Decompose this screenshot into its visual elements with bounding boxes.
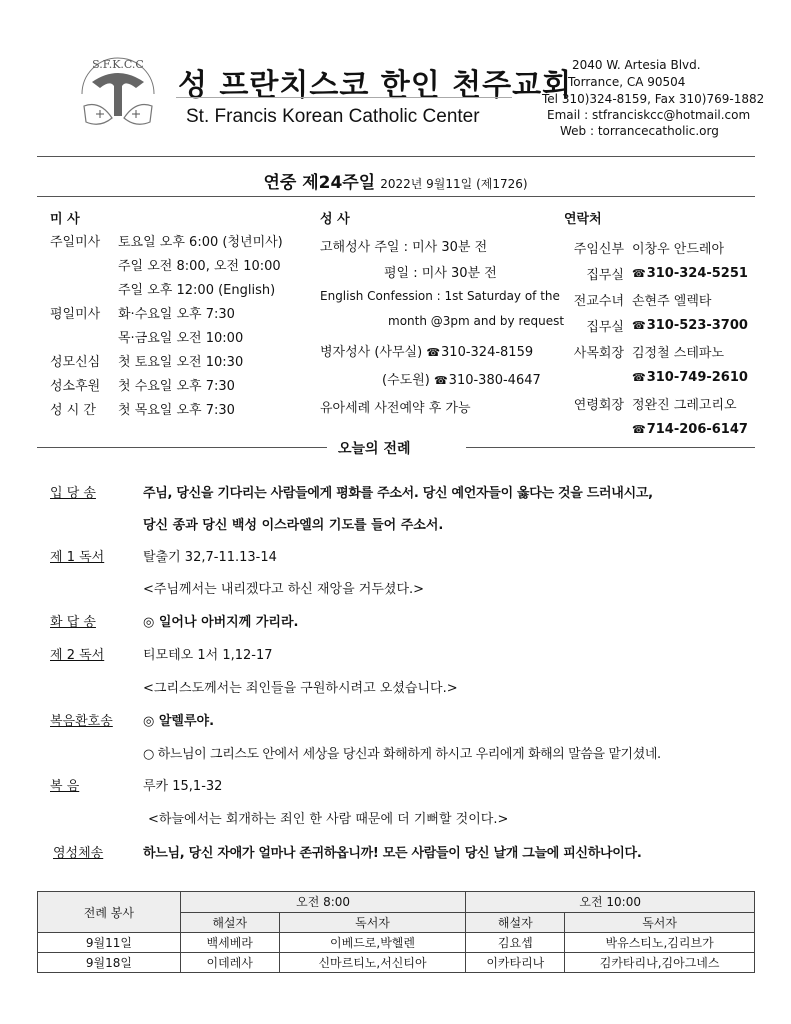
mass-time: 첫 수요일 오후 7:30: [118, 379, 235, 394]
anointing-office-label: 병자성사 (사무실): [320, 345, 423, 360]
contact-name: 이창우 안드레아: [632, 241, 725, 257]
mass-time: 주일 오후 12:00 (English): [118, 283, 276, 298]
lector-names: 이베드로,박헬렌: [279, 933, 466, 953]
mass-label: 성모신심: [50, 355, 101, 370]
contact-phone: 310-749-2610: [646, 369, 748, 385]
anointing-office: [320, 341, 533, 360]
phone-icon: ☎: [632, 318, 646, 332]
mass-label: [50, 281, 118, 300]
week-date: 2022년 9월11일 (제1726): [380, 177, 528, 191]
commentator-header: 해설자: [180, 912, 279, 933]
entrance-label: 입 당 송: [50, 486, 96, 501]
anointing-office-phone: 310-324-8159: [441, 345, 534, 360]
reading2-note: <그리스도께서는 죄인들을 구원하시려고 오셨습니다.>: [143, 681, 458, 696]
english-confession-cont: month @3pm and by request: [388, 314, 565, 328]
email: Email : stfranciskcc@hotmail.com: [547, 108, 751, 122]
week-heading: [0, 168, 791, 193]
gospel-label: 복 음: [50, 779, 80, 794]
contact-phone: 310-324-5251: [646, 265, 748, 281]
commentator-name: 이데레사: [180, 953, 279, 973]
mass-label: 주일미사: [50, 235, 101, 250]
psalm-label: 화 답 송: [50, 615, 96, 630]
contact-label: 연령회장: [573, 397, 624, 413]
gospel-ref: 루카 15,1-32: [143, 779, 223, 794]
service-title: 전례 봉사: [38, 892, 181, 933]
mass-time: 화·수요일 오후 7:30: [118, 307, 235, 322]
mass-time: 토요일 오후 6:00 (청년미사): [118, 235, 283, 250]
anointing-monastery-phone: 310-380-4647: [448, 373, 541, 388]
reading2-label: 제 2 독서: [50, 648, 105, 663]
service-date: 9월11일: [38, 933, 181, 953]
liturgy-rule-right: [466, 447, 755, 448]
title-divider: [176, 97, 512, 98]
mass-label: 성 시 간: [50, 403, 96, 418]
mass-label: 성소후원: [50, 379, 101, 394]
entrance-text-1: 주님, 당신을 기다리는 사람들에게 평화를 주소서. 당신 예언자들이 옳다는 것을 드러내시고,: [143, 486, 653, 501]
contact-name: 김정철 스테파노: [632, 345, 725, 361]
sacraments-heading: 성 사: [320, 212, 350, 227]
anointing-monastery: [382, 369, 541, 388]
mass-time: 첫 토요일 오전 10:30: [118, 355, 244, 370]
infant-baptism: 유아세례 사전예약 후 가능: [320, 401, 471, 416]
reading2-ref: 티모테오 1서 1,12-17: [143, 648, 273, 663]
alleluia-text: ◎ 알렐루야.: [143, 714, 215, 729]
week-rule: [37, 196, 755, 197]
phone-icon: ☎: [632, 370, 646, 384]
contact-label: 주임신부: [573, 241, 624, 257]
church-title-english: St. Francis Korean Catholic Center: [186, 106, 480, 127]
contact-name: 손현주 엘렉타: [632, 293, 712, 309]
lector-header: 독서자: [565, 912, 755, 933]
anointing-monastery-label: (수도원): [382, 373, 430, 388]
service-table: [37, 891, 755, 973]
contact-label: 집무실: [586, 267, 624, 283]
confession-sunday: 고해성사 주일 : 미사 30분 전: [320, 240, 488, 255]
contact-phone: 714-206-6147: [646, 421, 748, 437]
commentator-name: 김요셉: [466, 933, 565, 953]
phone-icon: ☎: [632, 266, 646, 280]
table-row: [38, 953, 755, 973]
lector-names: 신마르티노,서신티아: [279, 953, 466, 973]
mass-label: [50, 257, 118, 276]
mass-time: 주일 오전 8:00, 오전 10:00: [118, 259, 281, 274]
top-rule: [37, 156, 755, 157]
communion-text: 하느님, 당신 자애가 얼마나 존귀하옵니까! 모든 사람들이 당신 날개 그늘에 피신하나이다.: [143, 846, 642, 861]
mass-label: 평일미사: [50, 307, 101, 322]
mass-time: 목·금요일 오전 10:00: [118, 331, 244, 346]
contact-label: 전교수녀: [573, 293, 624, 309]
contact-phone: 310-523-3700: [646, 317, 748, 333]
reading1-ref: 탈출기 32,7-11.13-14: [143, 550, 277, 565]
mass-label: [50, 329, 118, 348]
alleluia-verse: ○ 하느님이 그리스도 안에서 세상을 당신과 화해하게 하시고 우리에게 화해의 말씀을 맡기셨네.: [143, 747, 661, 762]
mass-time-header: 오전 10:00: [466, 892, 755, 913]
contacts-list: [560, 234, 772, 442]
contact-label: 사목회장: [573, 345, 624, 361]
logo-text: S.F.K.C.C: [92, 58, 144, 71]
gospel-note: <하늘에서는 회개하는 죄인 한 사람 때문에 더 기뻐할 것이다.>: [148, 812, 509, 827]
reading1-label: 제 1 독서: [50, 550, 105, 565]
liturgy-rule-left: [37, 447, 327, 448]
church-logo: [70, 44, 166, 140]
mass-time-header: 오전 8:00: [180, 892, 466, 913]
mass-time: 첫 목요일 오후 7:30: [118, 403, 235, 418]
phone-icon: ☎: [433, 374, 448, 387]
church-title-korean: 성 프란치스코 한인 천주교회: [178, 68, 573, 103]
week-title: 연중 제24주일: [263, 173, 376, 193]
contacts-heading: 연락처: [564, 212, 602, 227]
commentator-name: 이카타리나: [466, 953, 565, 973]
alleluia-label: 복음환호송: [50, 714, 113, 729]
reading1-note: <주님께서는 내리겠다고 하신 재앙을 거두셨다.>: [143, 582, 425, 597]
phone-icon: ☎: [632, 422, 646, 436]
communion-label: 영성체송: [53, 846, 104, 861]
mass-schedule: [50, 233, 308, 420]
contact-label: 집무실: [586, 319, 624, 335]
address-line-1: 2040 W. Artesia Blvd.: [572, 58, 701, 72]
contact-name: 정완진 그레고리오: [632, 397, 737, 413]
service-date: 9월18일: [38, 953, 181, 973]
lector-names: 김카타리나,김아그네스: [565, 953, 755, 973]
commentator-header: 해설자: [466, 912, 565, 933]
psalm-text: ◎ 일어나 아버지께 가리라.: [143, 615, 299, 630]
website: Web : torrancecatholic.org: [560, 124, 719, 138]
mass-heading: 미 사: [50, 212, 80, 227]
table-row: [38, 933, 755, 953]
liturgy-heading: 오늘의 전례: [338, 441, 411, 457]
commentator-name: 백세베라: [180, 933, 279, 953]
confession-weekday: 평일 : 미사 30분 전: [384, 266, 497, 281]
english-confession: English Confession : 1st Saturday of the: [320, 289, 560, 303]
lector-names: 박유스티노,김리브가: [565, 933, 755, 953]
table-header-row: [38, 892, 755, 913]
lector-header: 독서자: [279, 912, 466, 933]
address-line-2: Torrance, CA 90504: [568, 75, 686, 89]
tel-fax: Tel 310)324-8159, Fax 310)769-1882: [542, 92, 765, 106]
entrance-text-2: 당신 종과 당신 백성 이스라엘의 기도를 들어 주소서.: [143, 518, 444, 533]
phone-icon: ☎: [426, 346, 441, 359]
